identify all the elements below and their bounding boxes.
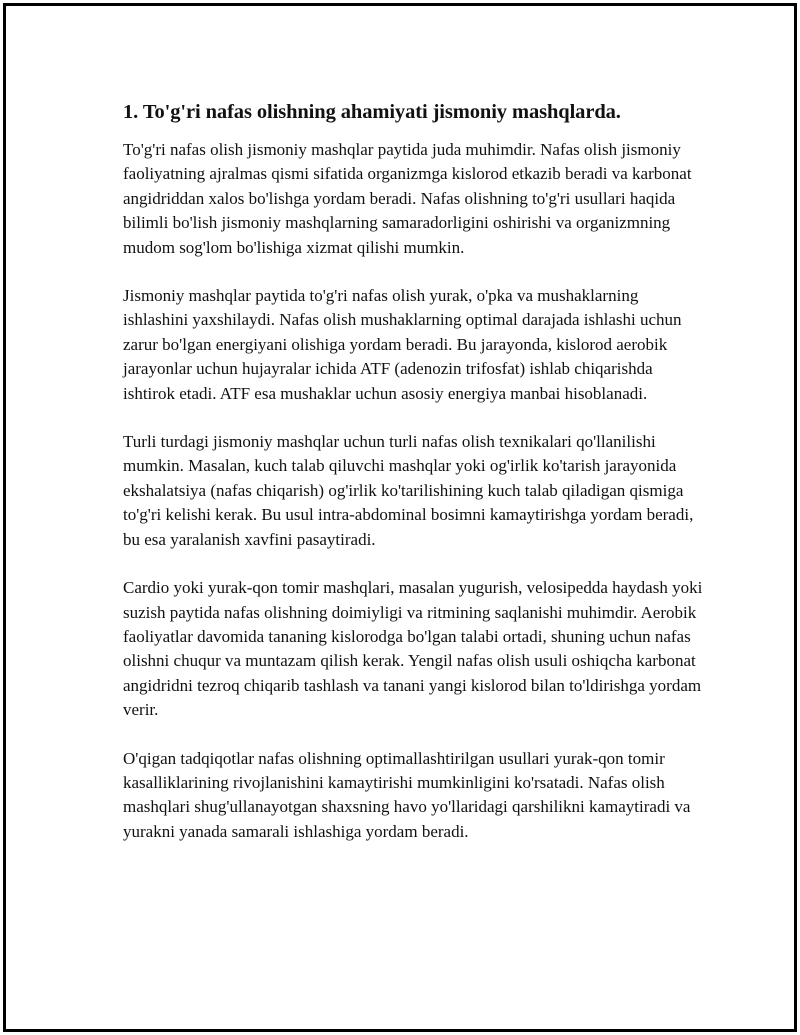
- document-body: [123, 98, 703, 868]
- page-frame: [3, 3, 797, 1032]
- section-heading: 1. To'g'ri nafas olishning ahamiyati jismoniy mashqlarda.: [123, 101, 621, 123]
- paragraph-2: Jismoniy mashqlar paytida to'g'ri nafas olish yurak, o'pka va mushaklarning ishlashini yaxshilaydi. Nafas olish mushaklarning optimal darajada ishlashi uchun zarur bo'lgan energiyani olishiga yordam beradi. Bu jarayonda, kislorod aerobik jarayonlar uchun hujayralar ichida ATF (adenozin trifosfat) ishlab chiqarishda ishtirok etadi. ATF esa mushaklar uchun asosiy energiya manbai hisoblanadi.: [123, 286, 682, 403]
- paragraph-1: To'g'ri nafas olish jismoniy mashqlar paytida juda muhimdir. Nafas olish jismoniy faoliyatning ajralmas qismi sifatida organizmga kislorod etkazib beradi va karbonat angidriddan xalos bo'lishga yordam beradi. Nafas olishning to'g'ri usullari haqida bilimli bo'lish jismoniy mashqlarning samaradorligini oshirishi va organizmning mudom sog'lom bo'lishiga xizmat qilishi mumkin.: [123, 140, 692, 257]
- paragraph-3: Turli turdagi jismoniy mashqlar uchun turli nafas olish texnikalari qo'llanilishi mumkin. Masalan, kuch talab qiluvchi mashqlar yoki og'irlik ko'tarish jarayonida ekshalatsiya (nafas chiqarish) og'irlik ko'tarilishining kuch talab qiladigan qismiga to'g'ri kelishi kerak. Bu usul intra-abdominal bosimni kamaytirishga yordam beradi, bu esa yaralanish xavfini pasaytiradi.: [123, 432, 694, 549]
- paragraph-5: O'qigan tadqiqotlar nafas olishning optimallashtirilgan usullari yurak-qon tomir kasalliklarining rivojlanishini kamaytirishi mumkinligini ko'rsatadi. Nafas olish mashqlari shug'ullanayotgan shaxsning havo yo'llaridagi qarshilikni kamaytiradi va yurakni yanada samarali ishlashiga yordam beradi.: [123, 748, 691, 841]
- paragraph-4: Cardio yoki yurak-qon tomir mashqlari, masalan yugurish, velosipedda haydash yoki suzish paytida nafas olishning doimiyligi va ritmining saqlanishi muhimdir. Aerobik faoliyatlar davomida tananing kislorodga bo'lgan talabi ortadi, shuning uchun nafas olishni chuqur va muntazam qilish kerak. Yengil nafas olish usuli oshiqcha karbonat angidridni tezroq chiqarib tashlash va tanani yangi kislorod bilan to'ldirishga yordam verir.: [123, 578, 703, 720]
